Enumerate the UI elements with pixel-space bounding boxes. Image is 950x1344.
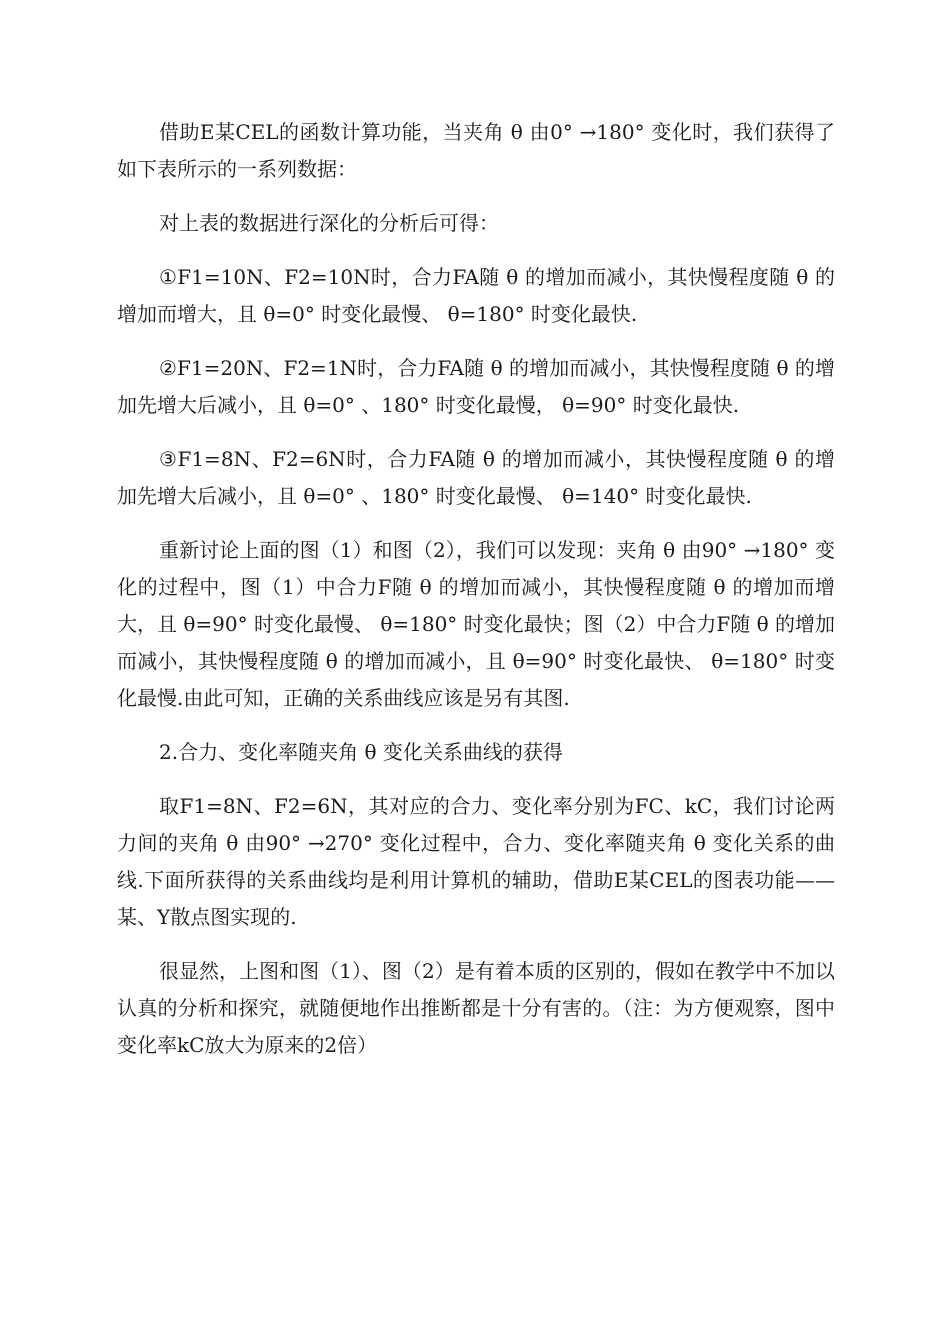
paragraph-curve-method: 取F1=8N、F2=6N，其对应的合力、变化率分别为FC、kC，我们讨论两力间的夹角 θ 由90° →270° 变化过程中，合力、变化率随夹角 θ 变化关系的曲线.下面所获得的关系曲线均是利用计算机的辅助，借助E某CEL的图表功能——某、Y散点图实现的. — [117, 794, 835, 929]
paragraph-analysis-intro: 对上表的数据进行深化的分析后可得： — [159, 211, 499, 235]
section-heading-curves: 2.合力、变化率随夹角 θ 变化关系曲线的获得 — [159, 740, 563, 764]
paragraph-case-3: ③F1=8N、F2=6N时，合力FA随 θ 的增加而减小，其快慢程度随 θ 的增加先增大后减小，且 θ=0° 、180° 时变化最慢、 θ=140° 时变化最快. — [117, 447, 835, 508]
paragraph-figure-discussion: 重新讨论上面的图（1）和图（2），我们可以发现：夹角 θ 由90° →180° 变化的过程中，图（1）中合力F随 θ 的增加而减小，其快慢程度随 θ 的增加而增大，且 θ=90° 时变化最慢、 θ=180° 时变化最快；图（2）中合力F随 θ 的增加而减小，其快慢程度随 θ 的增加而减小，且 θ=90° 时变化最快、 θ=180° 时变化最慢.由此可知，正确的关系曲线应该是另有其图. — [117, 538, 836, 710]
paragraph-case-2: ②F1=20N、F2=1N时，合力FA随 θ 的增加而减小，其快慢程度随 θ 的增加先增大后减小，且 θ=0° 、180° 时变化最慢， θ=90° 时变化最快. — [117, 356, 835, 417]
document-body — [117, 114, 835, 1081]
paragraph-excel-calculation: 借助E某CEL的函数计算功能，当夹角 θ 由0° →180° 变化时，我们获得了如下表所示的一系列数据： — [117, 120, 835, 181]
paragraph-case-1: ①F1=10N、F2=10N时，合力FA随 θ 的增加而减小，其快慢程度随 θ 的增加而增大，且 θ=0° 时变化最慢、 θ=180° 时变化最快. — [117, 265, 835, 326]
paragraph-conclusion-note: 很显然，上图和图（1）、图（2）是有着本质的区别的，假如在教学中不加以认真的分析和探究，就随便地作出推断都是十分有害的。（注：为方便观察，图中变化率kC放大为原来的2倍） — [117, 959, 835, 1057]
